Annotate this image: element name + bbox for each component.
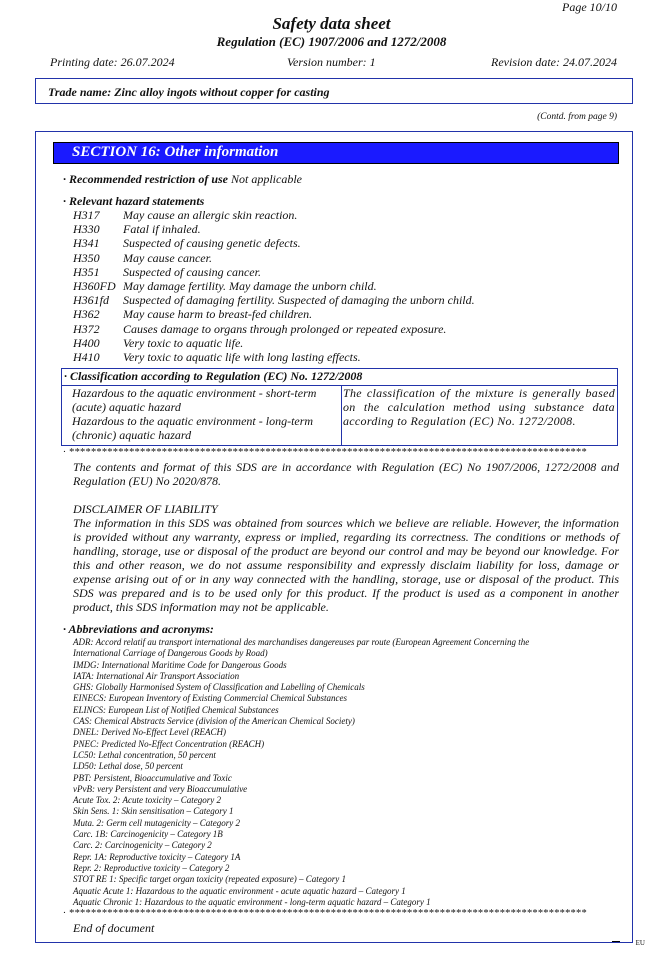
abbreviation-item: PBT: Persistent, Bioaccumulative and Toxic [73,772,232,783]
abbreviation-item: Acute Tox. 2: Acute toxicity – Category 2 [73,795,221,806]
restriction-line [63,172,302,187]
hazard-code: H372 [73,321,100,336]
hazard-text: Suspected of damaging fertility. Suspected of damaging the unborn child. [123,293,475,308]
abbreviation-item: International Carriage of Dangerous Goods by Road) [73,648,268,659]
abbreviation-item: Muta. 2: Germ cell mutagenicity – Category 2 [73,817,240,828]
hazard-statement [73,307,475,321]
hazard-code: H317 [73,208,100,222]
document-title: Safety data sheet [272,14,391,33]
abbreviation-item: Repr. 1A: Reproductive toxicity – Category 1A [73,851,241,862]
abbreviation-item: vPvB: very Persistent and very Bioaccumulative [73,783,248,794]
disclaimer-text: The information in this SDS was obtained from sources which we believe are reliable. However, the information is provided without any warranty, express or implied, regarding its correctness. The conditions or methods of handling, storage, use or disposal of the product are beyond our control and may be beyond our knowledge. For this and other reason, we do not assume responsibility and expressly disclaim liability for loss, damage or expense arising out of or in any way connected with the handling, storage, use or disposal of the product. This SDS was prepared and is to be used only for this product. If the product is used as a component in another product, this SDS information may not be applicable. [73,516,619,614]
hazard-statement [73,236,475,250]
hazard-text: May cause cancer. [123,250,212,265]
disclaimer-title: DISCLAIMER OF LIABILITY [73,502,218,516]
continued-note: (Contd. from page 9) [537,112,617,122]
restriction-value: Not applicable [231,172,302,186]
trade-name-box [35,78,633,104]
hazard-list [73,208,475,364]
restriction-label: · Recommended restriction of use [63,172,228,186]
abbreviation-item: Aquatic Acute 1: Hazardous to the aquatic environment - acute aquatic hazard – Category 1 [73,885,406,896]
abbreviation-item: Skin Sens. 1: Skin sensitisation – Category 1 [73,806,234,817]
abbreviation-item: PNEC: Predicted No-Effect Concentration (REACH) [73,738,265,749]
hazard-text: May cause an allergic skin reaction. [123,208,298,222]
version-number: Version number: 1 [287,55,376,69]
classification-line: Hazardous to the aquatic environment - long-term [72,414,314,428]
hazard-text: Suspected of causing genetic defects. [123,236,301,251]
abbreviation-item: GHS: Globally Harmonised System of Classification and Labelling of Chemicals [73,682,365,693]
sds-statement: The contents and format of this SDS are in accordance with Regulation (EC) No 1907/2006, 1272/2008 and Regulation (EU) No 2020/878. [73,460,619,488]
hazard-code: H360FD [73,278,116,293]
page-number: Page 10/10 [562,0,617,14]
classification-heading: · Classification according to Regulation (EC) No. 1272/2008 [64,369,363,383]
section-header [53,142,619,164]
hazard-code: H400 [73,335,100,350]
hazard-statement [73,208,475,222]
abbreviation-item: DNEL: Derived No-Effect Level (REACH) [73,727,226,738]
hazard-statement [73,222,475,236]
section-16-box [35,131,633,943]
hazard-text: Fatal if inhaled. [123,222,201,237]
section-title: SECTION 16: Other information [72,144,279,160]
hazard-code: H330 [73,222,100,237]
abbreviation-item: EINECS: European Inventory of Existing Commercial Chemical Substances [73,693,348,704]
separator-stars-bottom: · *********************************************************************************************** [63,908,587,919]
hazard-heading: · Relevant hazard statements [63,194,205,208]
abbreviation-item: LC50: Lethal concentration, 50 percent [73,749,216,760]
hazard-code: H341 [73,236,100,251]
hazard-statement [73,322,475,336]
footer-rule [612,941,620,942]
abbreviation-item: IMDG: International Maritime Code for Dangerous Goods [73,659,287,670]
regulation-subtitle: Regulation (EC) 1907/2006 and 1272/2008 [216,34,447,49]
classification-line: Hazardous to the aquatic environment - short-term [72,386,317,400]
abbreviation-item: IATA: International Air Transport Association [73,670,240,681]
hazard-statement [73,336,475,350]
hazard-statement [73,279,475,293]
hazard-text: Very toxic to aquatic life with long lasting effects. [123,349,361,364]
abbreviation-item: CAS: Chemical Abstracts Service (division of the American Chemical Society) [73,716,355,727]
classification-header [62,369,617,386]
hazard-text: May damage fertility. May damage the unborn child. [123,278,377,293]
hazard-code: H362 [73,307,100,322]
hazard-statement [73,265,475,279]
hazard-text: Very toxic to aquatic life. [123,335,244,350]
abbreviation-item: LD50: Lethal dose, 50 percent [73,761,183,772]
abbreviation-item: ADR: Accord relatif au transport international des marchandises dangereuses par route (European Agreement Concerning the [73,637,530,647]
abbreviation-item: Repr. 2: Reproductive toxicity – Category 2 [73,862,230,873]
separator-stars: · *********************************************************************************************** [63,447,587,458]
abbreviation-item: ELINCS: European List of Notified Chemical Substances [73,704,279,715]
abbreviations-list [73,637,529,908]
classification-left [62,386,342,445]
trade-name: Trade name: Zinc alloy ingots without copper for casting [48,85,330,99]
hazard-statement [73,293,475,307]
hazard-code: H361fd [73,293,109,308]
abbreviation-item: Carc. 1B: Carcinogenicity – Category 1B [73,829,223,840]
hazard-code: H351 [73,264,100,279]
classification-note: The classification of the mixture is generally based on the calculation method using substance data according to Regulation (EC) No. 1272/2008. [343,386,615,428]
region-mark: EU [635,939,645,947]
hazard-statement [73,251,475,265]
hazard-text: Suspected of causing cancer. [123,264,261,279]
abbreviations-heading: · Abbreviations and acronyms: [63,622,214,636]
hazard-statement [73,350,475,364]
abbreviation-item: Aquatic Chronic 1: Hazardous to the aquatic environment - long-term aquatic hazard – Category 1 [73,896,431,907]
hazard-text: May cause harm to breast-fed children. [123,307,313,322]
printing-date: Printing date: 26.07.2024 [50,55,175,69]
hazard-code: H410 [73,349,100,364]
hazard-code: H350 [73,250,100,265]
classification-line: (chronic) aquatic hazard [72,428,192,442]
classification-line: (acute) aquatic hazard [72,400,181,414]
abbreviation-item: STOT RE 1: Specific target organ toxicity (repeated exposure) – Category 1 [73,874,347,885]
revision-date: Revision date: 24.07.2024 [491,55,617,69]
end-of-document: End of document [73,921,155,935]
classification-box [61,368,618,446]
hazard-text: Causes damage to organs through prolonged or repeated exposure. [123,321,447,336]
abbreviation-item: Carc. 2: Carcinogenicity – Category 2 [73,840,212,851]
